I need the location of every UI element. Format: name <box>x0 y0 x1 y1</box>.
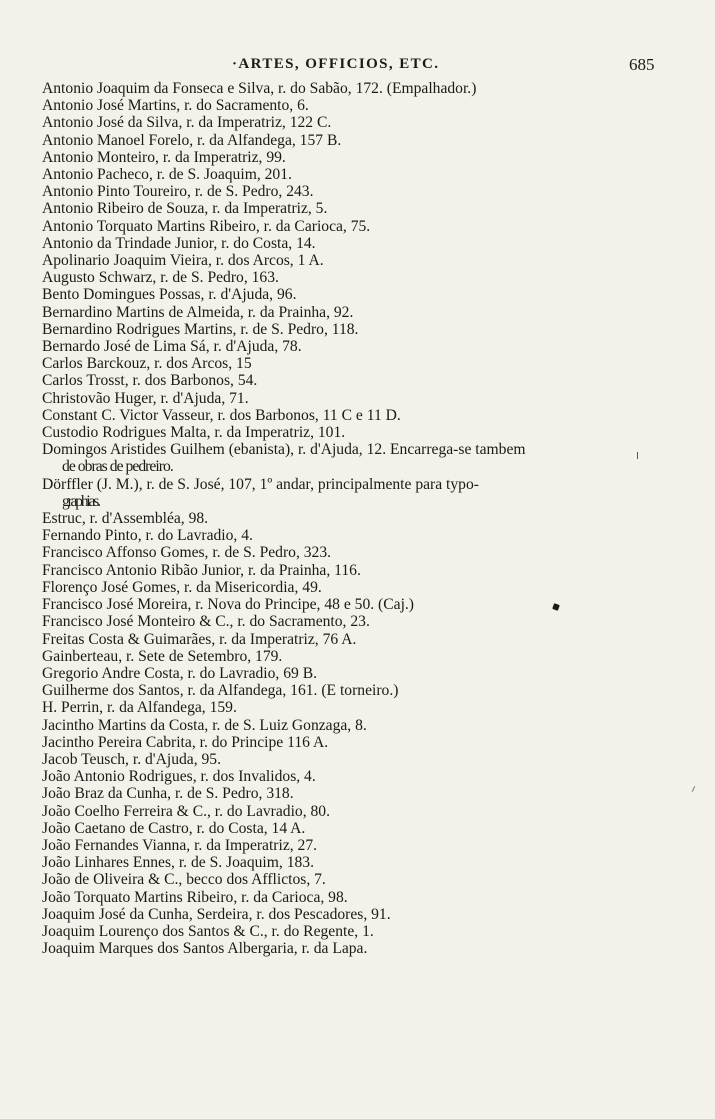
list-item: João Braz da Cunha, r. de S. Pedro, 318. <box>42 785 294 803</box>
list-item: Francisco Antonio Ribão Junior, r. da Prainha, 116. <box>42 561 361 579</box>
list-item: Francisco José Monteiro & C., r. do Sacramento, 23. <box>42 613 370 631</box>
ink-mark <box>637 452 638 459</box>
list-item: Antonio Pacheco, r. de S. Joaquim, 201. <box>42 166 292 184</box>
list-item: João Coelho Ferreira & C., r. do Lavradio, 80. <box>42 802 330 820</box>
directory-list <box>42 80 672 957</box>
list-item: Custodio Rodrigues Malta, r. da Imperatriz, 101. <box>42 424 346 442</box>
list-item: Bento Domingues Possas, r. d'Ajuda, 96. <box>42 286 297 304</box>
list-item: João Fernandes Vianna, r. da Imperatriz, 27. <box>42 836 318 854</box>
list-item: João Linhares Ennes, r. de S. Joaquim, 183. <box>42 854 314 872</box>
list-item: Carlos Trosst, r. dos Barbonos, 54. <box>42 372 258 390</box>
list-item: Antonio Ribeiro de Souza, r. da Imperatriz, 5. <box>42 200 328 218</box>
list-item: Estruc, r. d'Assembléa, 98. <box>42 510 209 528</box>
list-item: Freitas Costa & Guimarães, r. da Imperatriz, 76 A. <box>42 630 357 648</box>
page-number: 685 <box>629 55 655 74</box>
list-item: Jacintho Pereira Cabrita, r. do Principe 116 A. <box>42 733 329 751</box>
list-item: Carlos Barckouz, r. dos Arcos, 15 <box>42 355 252 373</box>
list-item: Gregorio Andre Costa, r. do Lavradio, 69 B. <box>42 664 318 682</box>
list-item: Francisco Affonso Gomes, r. de S. Pedro, 323. <box>42 544 332 562</box>
list-item: H. Perrin, r. da Alfandega, 159. <box>42 699 237 717</box>
list-item: Bernardino Rodrigues Martins, r. de S. Pedro, 118. <box>42 320 359 338</box>
list-item: João Torquato Martins Ribeiro, r. da Carioca, 98. <box>42 888 348 906</box>
list-item: Constant C. Victor Vasseur, r. dos Barbonos, 11 C e 11 D. <box>42 406 401 424</box>
list-item: Domingos Aristides Guilhem (ebanista), r. d'Ajuda, 12. Encarrega-se tambem <box>42 441 526 459</box>
ink-mark <box>692 786 695 792</box>
list-item: João Caetano de Castro, r. do Costa, 14 A. <box>42 819 306 837</box>
list-item-continuation: de obras de pedreiro. <box>62 458 173 476</box>
list-item: Antonio Pinto Toureiro, r. de S. Pedro, 243. <box>42 183 314 201</box>
list-item: Francisco José Moreira, r. Nova do Principe, 48 e 50. (Caj.) <box>42 596 414 614</box>
page-header <box>0 56 715 78</box>
list-item: Gainberteau, r. Sete de Setembro, 179. <box>42 647 283 665</box>
list-item: Antonio Joaquim da Fonseca e Silva, r. do Sabão, 172. (Empalhador.) <box>42 80 477 97</box>
list-item: Antonio José Martins, r. do Sacramento, 6. <box>42 97 309 115</box>
list-item-continuation: graphias. <box>62 492 99 510</box>
list-item: João de Oliveira & C., becco dos Afflictos, 7. <box>42 871 326 889</box>
list-item: Jacintho Martins da Costa, r. de S. Luiz Gonzaga, 8. <box>42 716 367 734</box>
list-item: Antonio José da Silva, r. da Imperatriz, 122 C. <box>42 114 332 132</box>
list-item: Bernardino Martins de Almeida, r. da Prainha, 92. <box>42 303 354 321</box>
list-item: Christovão Huger, r. d'Ajuda, 71. <box>42 389 249 407</box>
list-item: Antonio Monteiro, r. da Imperatriz, 99. <box>42 148 286 166</box>
list-item: Joaquim Lourenço dos Santos & C., r. do Regente, 1. <box>42 922 374 940</box>
list-item: Jacob Teusch, r. d'Ajuda, 95. <box>42 750 221 768</box>
list-item: Guilherme dos Santos, r. da Alfandega, 161. (E torneiro.) <box>42 682 399 700</box>
list-item: Antonio Manoel Forelo, r. da Alfandega, 157 B. <box>42 131 342 149</box>
list-item: Antonio da Trindade Junior, r. do Costa, 14. <box>42 234 316 252</box>
list-item: Joaquim José da Cunha, Serdeira, r. dos Pescadores, 91. <box>42 905 391 923</box>
list-item: Antonio Torquato Martins Ribeiro, r. da Carioca, 75. <box>42 217 371 235</box>
list-item: João Antonio Rodrigues, r. dos Invalidos, 4. <box>42 768 316 786</box>
list-item: Bernardo José de Lima Sá, r. d'Ajuda, 78. <box>42 338 302 356</box>
running-title: ·ARTES, OFFICIOS, ETC. <box>232 56 440 72</box>
list-item: Florenço José Gomes, r. da Misericordia, 49. <box>42 578 322 596</box>
list-item: Joaquim Marques dos Santos Albergaria, r. da Lapa. <box>42 940 368 958</box>
list-item: Augusto Schwarz, r. de S. Pedro, 163. <box>42 269 279 287</box>
list-item: Dörffler (J. M.), r. de S. José, 107, 1º andar, principalmente para typo- <box>42 475 479 493</box>
list-item: Fernando Pinto, r. do Lavradio, 4. <box>42 527 253 545</box>
list-item: Apolinario Joaquim Vieira, r. dos Arcos, 1 A. <box>42 252 324 270</box>
